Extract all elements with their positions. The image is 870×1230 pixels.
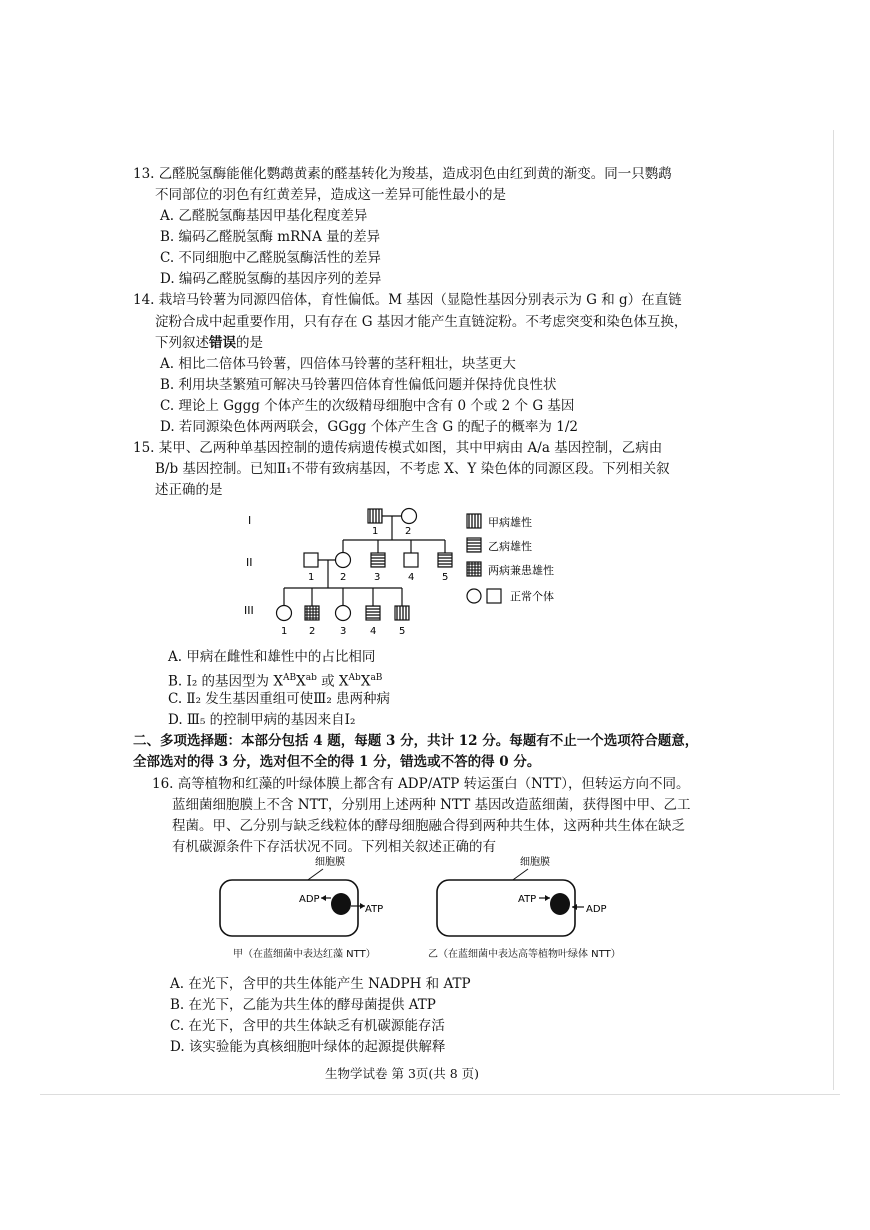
svg-text:3: 3 <box>374 572 381 583</box>
svg-text:2: 2 <box>340 572 347 583</box>
caption-jia: 甲（在蓝细菌中表达红藻 NTT） <box>233 949 376 960</box>
svg-text:3: 3 <box>340 626 347 637</box>
III2-male-both <box>305 606 319 620</box>
q13-stem-line2: 不同部位的羽色有红黄差异，造成这一差异可能性最小的是 <box>155 187 506 203</box>
label-adp-left: ADP <box>299 894 320 905</box>
q16-stem-line1: 16. 高等植物和红藻的叶绿体膜上都含有 ADP/ATP 转运蛋白（NTT），但转运方向不同。 <box>152 776 690 792</box>
legend-icon-both <box>467 562 481 576</box>
membrane-label-left: 细胞膜 <box>315 857 345 868</box>
q14-option-c: C. 理论上 Gggg 个体产生的次级精母细胞中含有 0 个或 2 个 G 基因 <box>160 398 575 414</box>
ntt-protein-left <box>331 893 351 915</box>
II1-male-normal <box>304 553 318 567</box>
page-footer: 生物学试卷 第 3页(共 8 页) <box>325 1066 480 1081</box>
svg-text:2: 2 <box>309 626 316 637</box>
q16-option-c: C. 在光下，含甲的共生体缺乏有机碳源能存活 <box>170 1018 445 1034</box>
III5-male-disease-a <box>395 606 409 620</box>
II4-male-normal <box>404 553 418 567</box>
q13-stem-line1: 13. 乙醛脱氢酶能催化鹦鹉黄素的醛基转化为羧基，造成羽色由红到黄的渐变。同一只鹦鹉 <box>133 166 672 182</box>
q15-stem-line3: 述正确的是 <box>155 482 223 498</box>
label-atp-left: ATP <box>365 904 384 915</box>
q15-stem-line2: B/b 基因控制。已知Ⅱ₁不带有致病基因，不考虑 X、Y 染色体的同源区段。下列相关叙 <box>155 461 670 477</box>
III4-male-disease-b <box>366 606 380 620</box>
page-bottom-rule <box>40 1094 840 1095</box>
caption-yi: 乙（在蓝细菌中表达高等植物叶绿体 NTT） <box>428 949 621 960</box>
legend-icon-normal-male <box>487 589 501 603</box>
legend-icon-a <box>467 514 481 528</box>
page-right-rule <box>833 130 834 1090</box>
membrane-label-right: 细胞膜 <box>520 857 550 868</box>
q14-stem-line2: 淀粉合成中起重要作用，只有存在 G 基因才能产生直链淀粉。不考虑突变和染色体互换， <box>155 314 688 330</box>
q14-option-a: A. 相比二倍体马铃薯，四倍体马铃薯的茎秆粗壮，块茎更大 <box>160 356 516 372</box>
I2-female-normal <box>402 509 417 524</box>
q16-option-b: B. 在光下，乙能为共生体的酵母菌提供 ATP <box>170 997 436 1013</box>
q15-option-c: C. Ⅱ₂ 发生基因重组可使Ⅲ₂ 患两种病 <box>168 691 391 707</box>
section2-line2: 全部选对的得 3 分，选对但不全的得 1 分，错选或不答的得 0 分。 <box>133 754 541 770</box>
legend-b: 乙病雄性 <box>488 540 532 553</box>
legend-a: 甲病雄性 <box>488 516 532 529</box>
q16-stem-line3: 程菌。甲、乙分别与缺乏线粒体的酵母细胞融合得到两种共生体，这两种共生体在缺乏 <box>172 818 685 834</box>
svg-text:4: 4 <box>408 572 415 583</box>
svg-text:1: 1 <box>281 626 288 637</box>
q14-option-d: D. 若同源染色体两两联会，GGgg 个体产生含 G 的配子的概率为 1/2 <box>160 419 578 435</box>
II2-female-normal <box>336 553 351 568</box>
q15-option-d: D. Ⅲ₅ 的控制甲病的基因来自I₂ <box>168 712 356 728</box>
label-atp-right: ATP <box>518 894 537 905</box>
q16-stem-line4: 有机碳源条件下存活状况不同。下列相关叙述正确的有 <box>172 839 496 855</box>
q15-option-a: A. 甲病在雌性和雄性中的占比相同 <box>168 649 376 665</box>
svg-text:2: 2 <box>405 526 412 537</box>
q14-stem-line1: 14. 栽培马铃薯为同源四倍体，育性偏低。M 基因（显隐性基因分别表示为 G 和 g）在直链 <box>133 292 682 308</box>
II3-male-disease-b <box>371 553 385 567</box>
q15-option-b: B. I₂ 的基因型为 $X^{AB}X^{ab}$ 或 $X^{Ab}X^{aB}$ <box>168 673 383 690</box>
q14-option-b: B. 利用块茎繁殖可解决马铃薯四倍体育性偏低问题并保持优良性状 <box>160 377 557 393</box>
legend-normal: 正常个体 <box>510 590 554 603</box>
q13-option-c: C. 不同细胞中乙醛脱氢酶活性的差异 <box>160 250 381 266</box>
svg-text:1: 1 <box>372 526 379 537</box>
svg-text:1: 1 <box>308 572 315 583</box>
q14-stem-line3: 下列叙述错误的是 <box>155 335 263 351</box>
q13-option-d: D. 编码乙醛脱氢酶的基因序列的差异 <box>160 271 382 287</box>
III1-female-normal <box>277 606 292 621</box>
gen-label-II: II <box>246 556 253 569</box>
legend-icon-b <box>467 538 481 552</box>
label-adp-right: ADP <box>586 904 607 915</box>
legend-both: 两病兼患雄性 <box>488 564 554 577</box>
emphasis-wrong: 错误 <box>209 335 236 351</box>
II5-male-disease-b <box>438 553 452 567</box>
III3-female-normal <box>336 606 351 621</box>
section2-line1: 二、多项选择题：本部分包括 4 题，每题 3 分，共计 12 分。每题有不止一个选项符合题意， <box>133 733 699 749</box>
legend-icon-normal-female <box>467 589 481 603</box>
q13-option-a: A. 乙醛脱氢酶基因甲基化程度差异 <box>160 208 368 224</box>
q13-option-b: B. 编码乙醛脱氢酶 mRNA 量的差异 <box>160 229 381 245</box>
q16-stem-line2: 蓝细菌细胞膜上不含 NTT，分别用上述两种 NTT 基因改造蓝细菌，获得图中甲、乙工 <box>172 797 691 813</box>
I1-male-disease-a <box>368 509 382 523</box>
gen-label-I: I <box>248 514 252 527</box>
q16-option-a: A. 在光下，含甲的共生体能产生 NADPH 和 ATP <box>170 976 471 992</box>
ntt-protein-right <box>550 893 570 915</box>
gen-label-III: III <box>244 604 254 617</box>
svg-text:5: 5 <box>442 572 449 583</box>
q16-option-d: D. 该实验能为真核细胞叶绿体的起源提供解释 <box>170 1039 446 1055</box>
q15-stem-line1: 15. 某甲、乙两种单基因控制的遗传病遗传模式如图，其中甲病由 A/a 基因控制，乙病由 <box>133 440 663 456</box>
svg-text:5: 5 <box>399 626 406 637</box>
pedigree-chart <box>240 500 600 645</box>
svg-text:4: 4 <box>370 626 377 637</box>
